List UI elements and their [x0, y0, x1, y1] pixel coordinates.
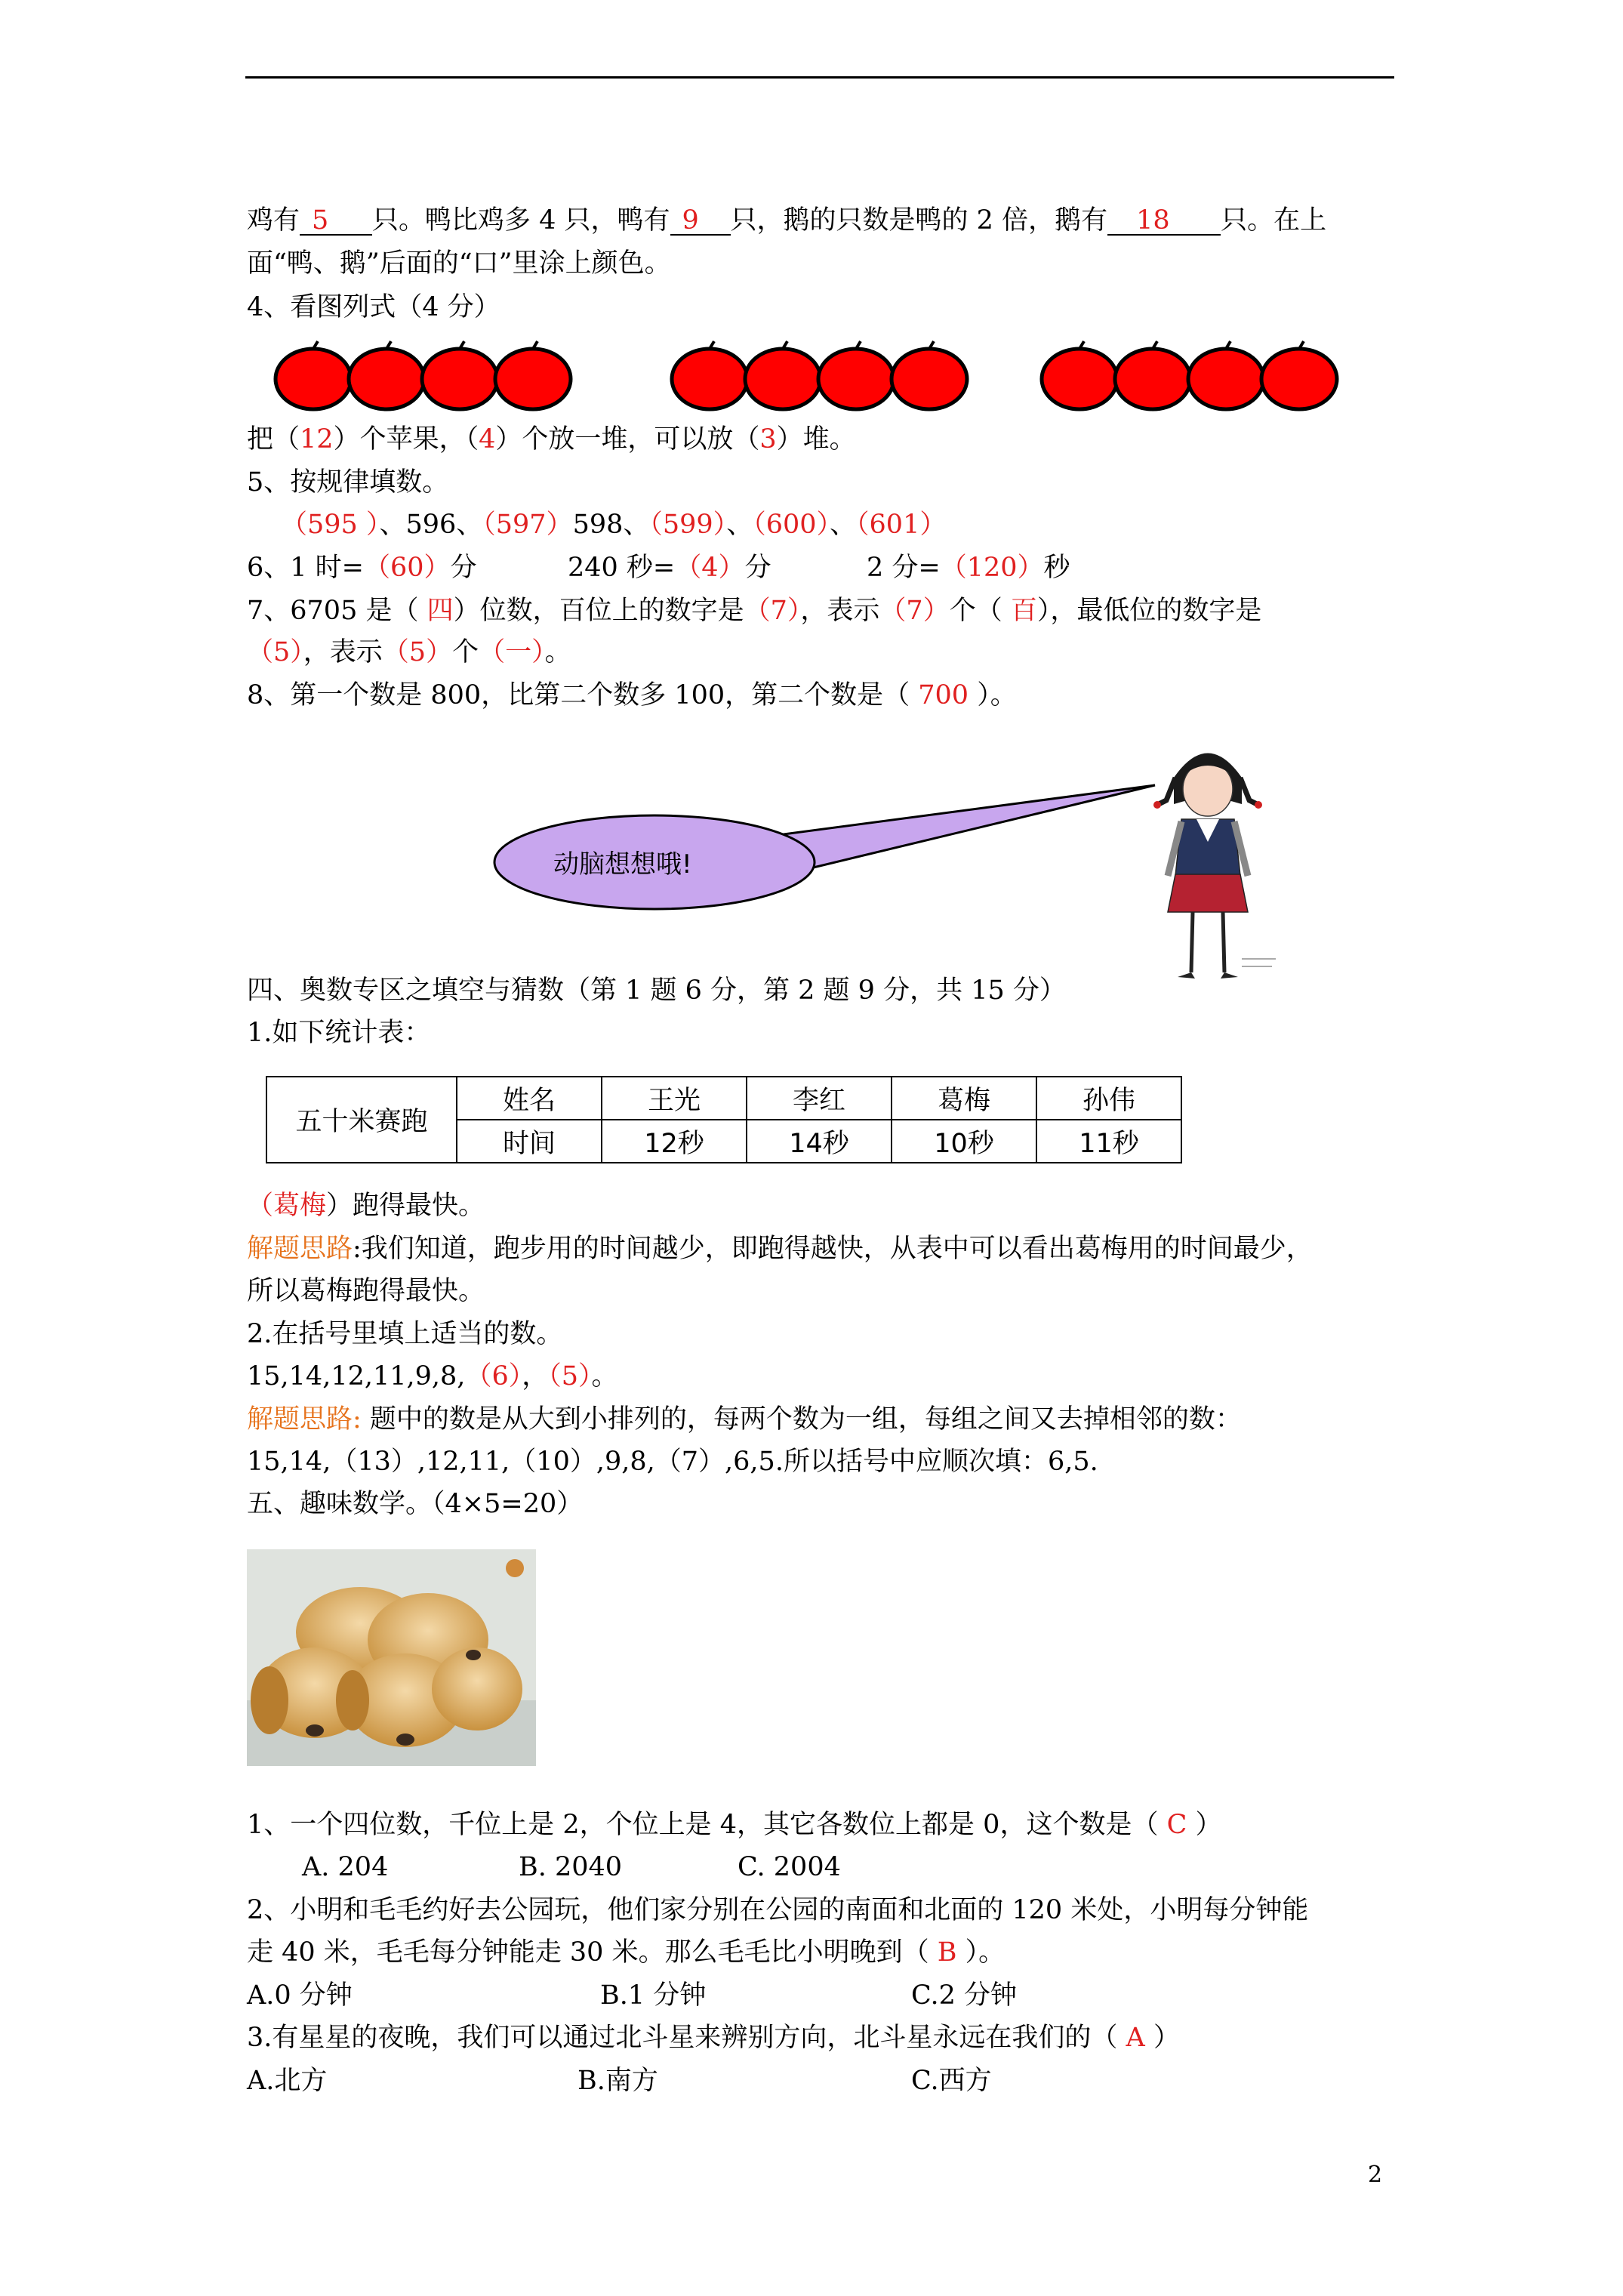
text: （ [247, 1191, 274, 1221]
text: 秒 [1043, 553, 1070, 583]
table-cell: 11秒 [1036, 1120, 1181, 1163]
text: ）。 [956, 1937, 1006, 1968]
text: ），最低位的数字是 [1036, 596, 1262, 626]
text: ，表示 [303, 637, 383, 667]
text: 240 秒= [568, 553, 676, 583]
text: :我们知道，跑步用的时间越少，即跑得越快，从表中可以看出葛梅用的时间最少， [353, 1234, 1313, 1264]
answer: （597） [482, 510, 573, 540]
text: 走 40 米，毛毛每分钟能走 30 米。那么毛毛比小明晚到（ [247, 1937, 938, 1968]
table-cell: 12秒 [602, 1120, 747, 1163]
q6-part-3 [867, 551, 1070, 584]
answer: 12 [300, 424, 334, 455]
text: ）堆。 [776, 424, 856, 455]
answer: （60） [364, 553, 451, 583]
text: 3.有星星的夜晚，我们可以通过北斗星来辨别方向，北斗星永远在我们的（ [247, 2023, 1126, 2053]
table-cell: 葛梅 [892, 1077, 1036, 1120]
section5-q1-option-b: B. 2040 [519, 1852, 623, 1882]
header-rule [245, 76, 1394, 79]
answer: 5 [312, 205, 329, 236]
answer: （6） [465, 1361, 522, 1391]
section4-q2-sequence [247, 1360, 618, 1393]
apple-group-2 [664, 337, 974, 413]
text: ） [1187, 1810, 1222, 1840]
section5-q2-option-c: C.2 分钟 [911, 1980, 1018, 2011]
text: 鸡有 [247, 205, 300, 236]
answer: 葛梅 [273, 1191, 327, 1221]
text: 分 [450, 553, 477, 583]
text: 、 [830, 510, 857, 540]
answer: 18 [1136, 205, 1170, 236]
q8-line [247, 679, 1017, 712]
table-cell: 孙伟 [1036, 1077, 1181, 1120]
answer-blank [670, 205, 731, 236]
answer: （7） [744, 596, 801, 626]
text: ）位数，百位上的数字是 [453, 596, 744, 626]
text: 15,14,12,11,9,8, [247, 1361, 466, 1391]
answer: （5） [247, 637, 303, 667]
race-statistics-table [266, 1076, 1182, 1163]
girl-illustration [1136, 732, 1280, 989]
section5-q2-option-b: B.1 分钟 [600, 1980, 707, 2011]
table-row [266, 1077, 1181, 1120]
text: 7、6705 是（ [247, 596, 427, 626]
q4-title: 4、看图列式（4 分） [247, 292, 500, 322]
table-cell: 10秒 [892, 1120, 1036, 1163]
answer: 700 [918, 680, 969, 710]
text: ）个苹果，（ [333, 424, 479, 455]
section4-hint2-line2: 15,14,（13）,12,11,（10）,9,8,（7）,6,5.所以括号中应顺次填：6,5. [247, 1447, 1098, 1477]
answer: （595 ） [281, 510, 380, 540]
answer: B [937, 1937, 957, 1968]
section5-q2-line1: 2、小明和毛毛约好去公园玩，他们家分别在公园的南面和北面的 120 米处，小明每分钟能 [247, 1895, 1309, 1925]
table-cell: 时间 [457, 1120, 602, 1163]
text: 个（ [949, 596, 1011, 626]
table-cell: 王光 [602, 1077, 747, 1120]
q7-line-2 [247, 636, 571, 669]
section4-hint1-line2: 所以葛梅跑得最快。 [247, 1276, 485, 1306]
speech-bubble-graphic [483, 755, 1163, 921]
section5-q1-option-a: A. 204 [302, 1852, 389, 1882]
text: 题中的数是从大到小排列的，每两个数为一组，每组之间又去掉相邻的数： [361, 1404, 1242, 1435]
q5-title: 5、按规律填数。 [247, 467, 449, 498]
answer: C [1166, 1810, 1187, 1840]
answer: A [1126, 2023, 1145, 2053]
section4-title: 四、奥数专区之填空与猜数（第 1 题 6 分，第 2 题 9 分，共 15 分） [247, 975, 1066, 1006]
answer: （600） [753, 510, 830, 540]
answer: （7） [879, 596, 950, 626]
answer: （一） [479, 637, 545, 667]
q4-answer-line [247, 423, 856, 456]
section5-q1-option-c: C. 2004 [738, 1852, 841, 1882]
text: 把（ [247, 424, 300, 455]
section5-q3-stem [247, 2021, 1180, 2054]
q6-part-2 [568, 551, 771, 584]
answer: 3 [759, 424, 777, 455]
text: 只。鸭比鸡多 4 只，鸭有 [372, 205, 670, 236]
answer: （601） [856, 510, 947, 540]
table-cell: 姓名 [457, 1077, 602, 1120]
text: 8、第一个数是 800，比第二个数多 100，第二个数是（ [247, 680, 919, 710]
text: 2 分= [867, 553, 941, 583]
section5-q2-line2 [247, 1936, 1005, 1969]
hint-label: 解题思路 [247, 1234, 353, 1264]
section5-q2-option-a: A.0 分钟 [247, 1980, 353, 2011]
table-cell: 14秒 [747, 1120, 892, 1163]
section4-hint1-line1 [247, 1232, 1313, 1265]
answer: 4 [479, 424, 496, 455]
q3-line-2: 面“鸭、鹅”后面的“口”里涂上颜色。 [247, 248, 671, 279]
answer: 9 [682, 205, 699, 236]
section4-q1-answer [247, 1189, 485, 1222]
text: 、596、 [379, 510, 483, 540]
text: 分 [744, 553, 771, 583]
apple-group-1 [268, 337, 577, 413]
answer: （5） [382, 637, 453, 667]
text: 。 [544, 637, 571, 667]
section5-q3-option-b: B.南方 [577, 2066, 658, 2096]
answer-blank [300, 205, 372, 236]
text: 。 [591, 1361, 618, 1391]
section5-q1-stem [247, 1808, 1222, 1841]
q3-line-1 [247, 204, 1326, 237]
q7-line-1 [247, 594, 1261, 627]
text: ，表示 [800, 596, 880, 626]
text: 个 [452, 637, 479, 667]
section4-q2-title: 2.在括号里填上适当的数。 [247, 1319, 563, 1349]
answer-blank [1107, 205, 1221, 236]
q6-part-1 [247, 551, 477, 584]
text: 只，鹅的只数是鸭的 2 倍，鹅有 [730, 205, 1108, 236]
text: 598、 [572, 510, 650, 540]
table-row-header: 五十米赛跑 [266, 1077, 457, 1163]
section4-hint2-line1 [247, 1403, 1242, 1436]
section5-title: 五、趣味数学。（4×5=20） [247, 1489, 584, 1519]
text: ， [522, 1361, 549, 1391]
text: ）个放一堆，可以放（ [495, 424, 760, 455]
speech-bubble-text: 动脑想想哦! [553, 849, 692, 880]
text: 6、1 时= [247, 553, 364, 583]
text: ）。 [969, 680, 1017, 710]
answer: （599） [649, 510, 727, 540]
text: ） [1144, 2023, 1180, 2053]
page-number: 2 [1368, 2162, 1383, 2188]
table-cell: 李红 [747, 1077, 892, 1120]
answer: （5） [548, 1361, 592, 1391]
answer: 四 [427, 596, 454, 626]
section5-q3-option-c: C.西方 [911, 2066, 992, 2096]
puppies-photo [247, 1549, 536, 1766]
apple-group-3 [1034, 337, 1344, 413]
section5-q3-option-a: A.北方 [247, 2066, 328, 2096]
hint-label: 解题思路: [247, 1404, 362, 1435]
text: 、 [726, 510, 753, 540]
section4-q1-title: 1.如下统计表： [247, 1018, 431, 1048]
answer: （4） [675, 553, 745, 583]
answer: （120） [940, 553, 1044, 583]
text: 1、一个四位数，千位上是 2，个位上是 4，其它各数位上都是 0，这个数是（ [247, 1810, 1167, 1840]
text: ）跑得最快。 [326, 1191, 485, 1221]
q5-sequence [281, 508, 946, 541]
text: 只。在上 [1221, 205, 1327, 236]
answer: 百 [1010, 596, 1037, 626]
